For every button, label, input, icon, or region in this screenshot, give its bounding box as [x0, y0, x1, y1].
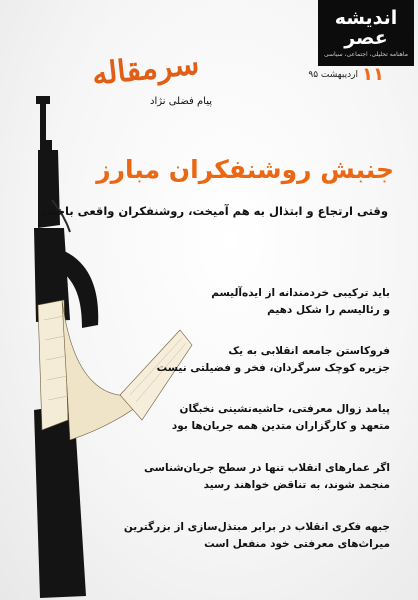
key-point-line: فروکاستن جامعه انقلابی به یک	[228, 345, 390, 357]
key-point-line: میراث‌های معرفتی خود منفعل است	[204, 538, 390, 550]
key-point	[140, 401, 390, 435]
key-point-line: جبهه فکری انقلاب در برابر مبتذل‌سازی از بزرگترین	[123, 521, 390, 533]
key-point	[140, 343, 390, 377]
key-point-line: پیامد زوال معرفتی، حاشیه‌نشینی نخبگان	[179, 403, 390, 415]
key-point-line: باید ترکیبی خردمندانه از ایده‌آلیسم	[211, 287, 390, 299]
section-title: سرمقاله	[90, 46, 201, 93]
key-point-line: متعهد و کارگزاران متدین همه جریان‌ها بود	[171, 420, 390, 432]
book-pages-curve	[62, 300, 150, 440]
rifle-front-sight	[36, 96, 50, 104]
key-point-line: و رئالیسم را شکل دهیم	[267, 304, 390, 316]
issue-number: ۱۱	[362, 64, 384, 85]
key-point-line: منجمد شوند، به تناقض خواهند رسید	[203, 479, 390, 491]
issue-date: اردیبهشت ۹۵	[308, 70, 358, 80]
key-point-line: اگر عمارهای انقلاب تنها در سطح جریان‌شناسی	[144, 462, 390, 474]
author-name: پیام فضلی نژاد	[150, 96, 213, 107]
headline: جنبش روشنفکران مبارز	[96, 155, 394, 184]
subtitle: وقتی ارتجاع و ابتذال به هم آمیخت، روشنفکران واقعی باختند	[40, 204, 388, 218]
key-point-line: جزیره کوچک سرگردان، فخر و فضیلتی نیست	[156, 362, 390, 374]
masthead	[318, 0, 414, 66]
key-point	[140, 460, 390, 494]
masthead-title: اندیشه عصر	[334, 7, 398, 49]
masthead-tagline: ماهنامه تحلیلی، اجتماعی، سیاسی	[324, 51, 408, 58]
key-point	[140, 285, 390, 319]
key-point	[123, 519, 390, 553]
